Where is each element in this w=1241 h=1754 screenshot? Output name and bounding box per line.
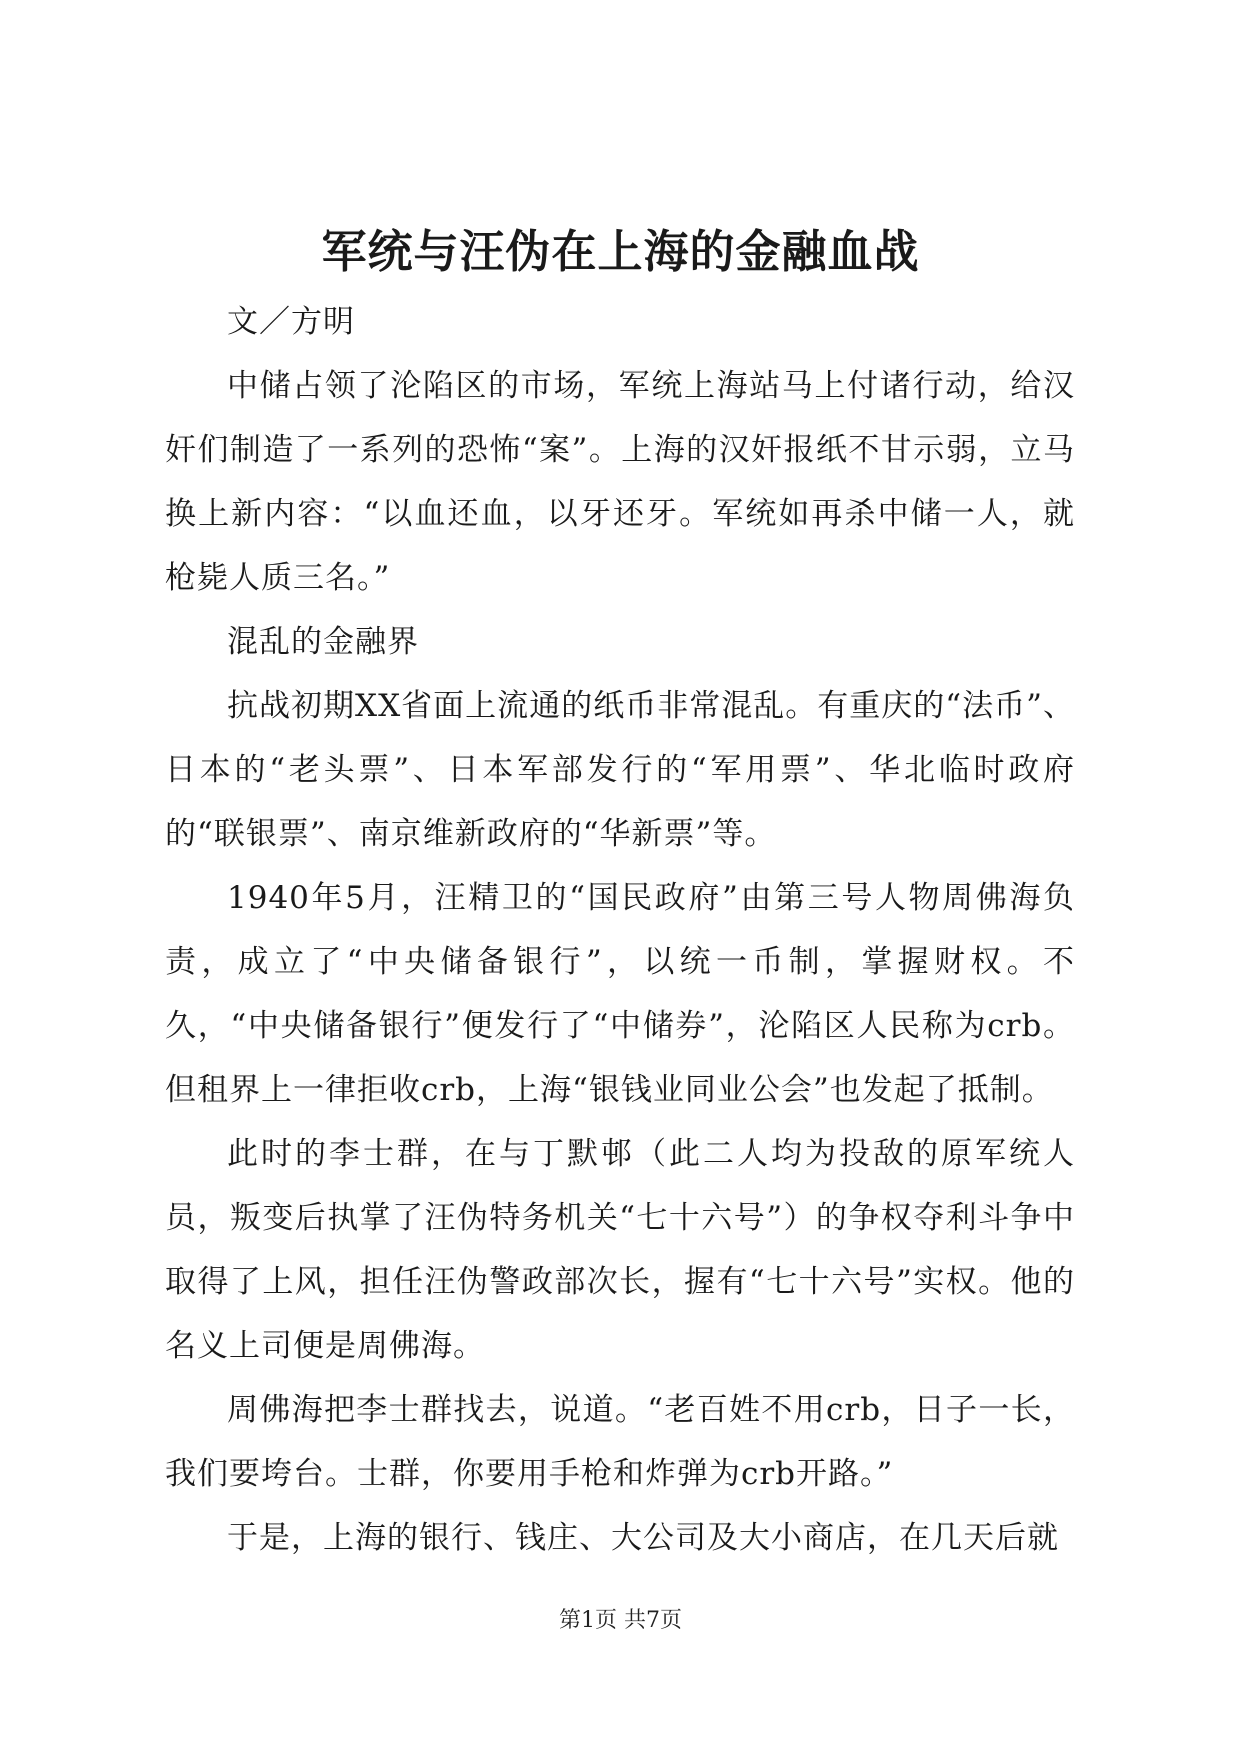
- paragraph: 周佛海把李士群找去，说道。“老百姓不用crb，日子一长，我们要垮台。士群，你要用手枪和炸弹为crb开路。”: [165, 1392, 1075, 1492]
- paragraph: 此时的李士群，在与丁默邨（此二人均为投敌的原军统人员，叛变后执掌了汪伪特务机关“七十六号”）的争权夺利斗争中取得了上风，担任汪伪警政部次长，握有“七十六号”实权。他的名义上司便是周佛海。: [165, 1136, 1075, 1364]
- document-title: 军统与汪伪在上海的金融血战: [321, 225, 920, 278]
- paragraph: 1940年5月，汪精卫的“国民政府”由第三号人物周佛海负责，成立了“中央储备银行”，以统一币制，掌握财权。不久，“中央储备银行”便发行了“中储券”，沦陷区人民称为crb。但租界上一律拒收crb，上海“银钱业同业公会”也发起了抵制。: [165, 880, 1075, 1108]
- page-footer: [0, 1606, 1241, 1636]
- byline: 文／方明: [227, 304, 355, 340]
- paragraph: 抗战初期XX省面上流通的纸币非常混乱。有重庆的“法币”、日本的“老头票”、日本军部发行的“军用票”、华北临时政府的“联银票”、南京维新政府的“华新票”等。: [165, 688, 1075, 852]
- paragraph: 于是，上海的银行、钱庄、大公司及大小商店，在几天后就: [227, 1520, 1059, 1556]
- page-number-label: 第1页 共7页: [559, 1608, 682, 1633]
- section-heading: 混乱的金融界: [227, 624, 419, 660]
- document-body: [165, 290, 1075, 1570]
- paragraph: 中储占领了沦陷区的市场，军统上海站马上付诸行动，给汉奸们制造了一系列的恐怖“案”。上海的汉奸报纸不甘示弱，立马换上新内容：“以血还血，以牙还牙。军统如再杀中储一人，就枪毙人质三名。”: [165, 368, 1075, 596]
